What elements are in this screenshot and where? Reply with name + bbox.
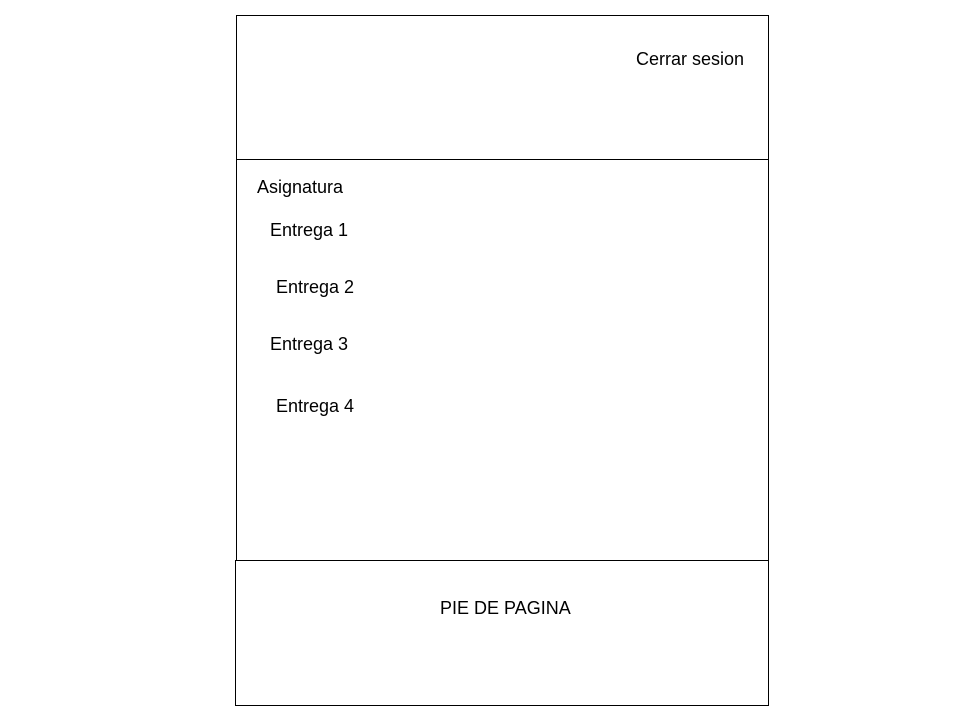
delivery-item-3[interactable]: Entrega 3: [270, 334, 349, 354]
delivery-item-4[interactable]: Entrega 4: [276, 396, 355, 416]
delivery-item-1[interactable]: Entrega 1: [270, 220, 349, 240]
header: [236, 15, 769, 161]
footer: [235, 560, 769, 706]
delivery-item-2[interactable]: Entrega 2: [276, 277, 355, 297]
subject-title: Asignatura: [257, 177, 344, 197]
main-content: [236, 159, 769, 562]
logout-link[interactable]: Cerrar sesion: [635, 49, 744, 69]
footer-text: PIE DE PAGINA: [440, 598, 571, 618]
